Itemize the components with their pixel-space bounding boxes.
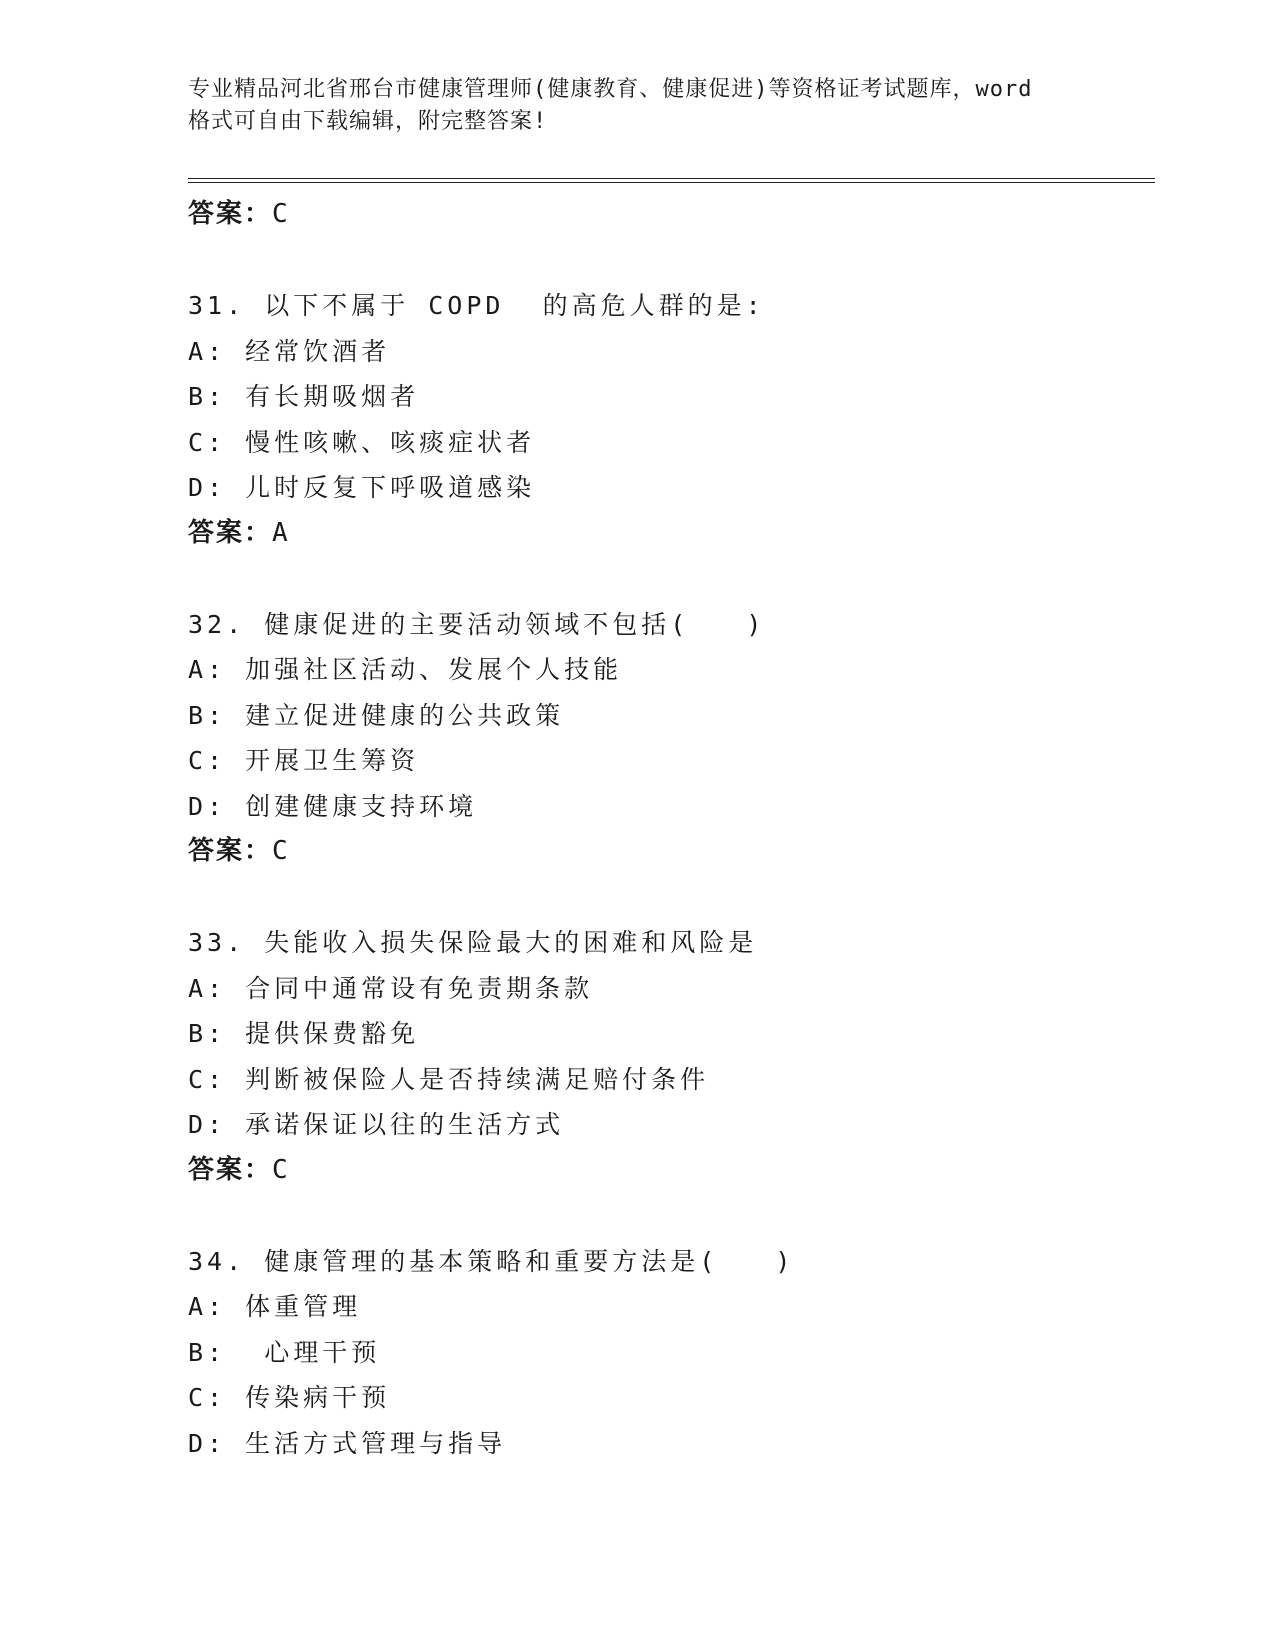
option-c: C: 开展卫生筹资 <box>188 746 420 775</box>
question-32 <box>188 602 1148 874</box>
option-d: D: 承诺保证以往的生活方式 <box>188 1110 565 1139</box>
answer-line <box>188 511 1148 555</box>
option-b: B: 建立促进健康的公共政策 <box>188 700 565 730</box>
answer-label: 答案： <box>188 836 273 866</box>
header-divider-top <box>188 178 1155 179</box>
question-title: 33. 失能收入损失保险最大的困难和风险是 <box>188 928 758 957</box>
answer-line <box>188 1148 1148 1192</box>
answer-label: 答案： <box>188 199 273 229</box>
answer-value: A <box>272 517 290 548</box>
answer-line <box>188 829 1148 873</box>
header-line-2: 格式可自由下载编辑，附完整答案! <box>188 109 548 134</box>
answer-value: C <box>272 199 290 229</box>
answer-value: C <box>272 836 290 866</box>
question-list <box>188 192 1148 1466</box>
page-header <box>188 74 1088 138</box>
question-34 <box>188 1239 1148 1467</box>
header-line-1: 专业精品河北省邢台市健康管理师(健康教育、健康促进)等资格证考试题库，word <box>188 77 1033 102</box>
option-c: C: 判断被保险人是否持续满足赔付条件 <box>188 1064 710 1094</box>
question-title: 34. 健康管理的基本策略和重要方法是( ) <box>188 1246 795 1276</box>
question-title: 32. 健康促进的主要活动领域不包括( ) <box>188 609 766 639</box>
option-b: B: 心理干预 <box>188 1337 381 1367</box>
header-divider-bottom <box>188 182 1155 183</box>
option-d: D: 创建健康支持环境 <box>188 791 478 821</box>
option-a: A: 经常饮酒者 <box>188 336 391 366</box>
option-a: A: 体重管理 <box>188 1292 362 1321</box>
option-d: D: 儿时反复下呼吸道感染 <box>188 473 536 502</box>
option-a: A: 合同中通常设有免责期条款 <box>188 973 594 1003</box>
option-b: B: 有长期吸烟者 <box>188 382 420 411</box>
answer-label: 答案： <box>188 517 273 548</box>
option-b: B: 提供保费豁免 <box>188 1019 420 1048</box>
option-c: C: 传染病干预 <box>188 1383 391 1412</box>
option-a: A: 加强社区活动、发展个人技能 <box>188 655 623 684</box>
option-d: D: 生活方式管理与指导 <box>188 1428 507 1458</box>
question-title: 31. 以下不属于 COPD 的高危人群的是: <box>188 291 765 320</box>
option-c: C: 慢性咳嗽、咳痰症状者 <box>188 427 536 457</box>
answer-line <box>188 192 1148 236</box>
answer-label: 答案： <box>188 1154 273 1185</box>
answer-value: C <box>272 1154 290 1185</box>
question-31 <box>188 283 1148 555</box>
question-33 <box>188 920 1148 1192</box>
